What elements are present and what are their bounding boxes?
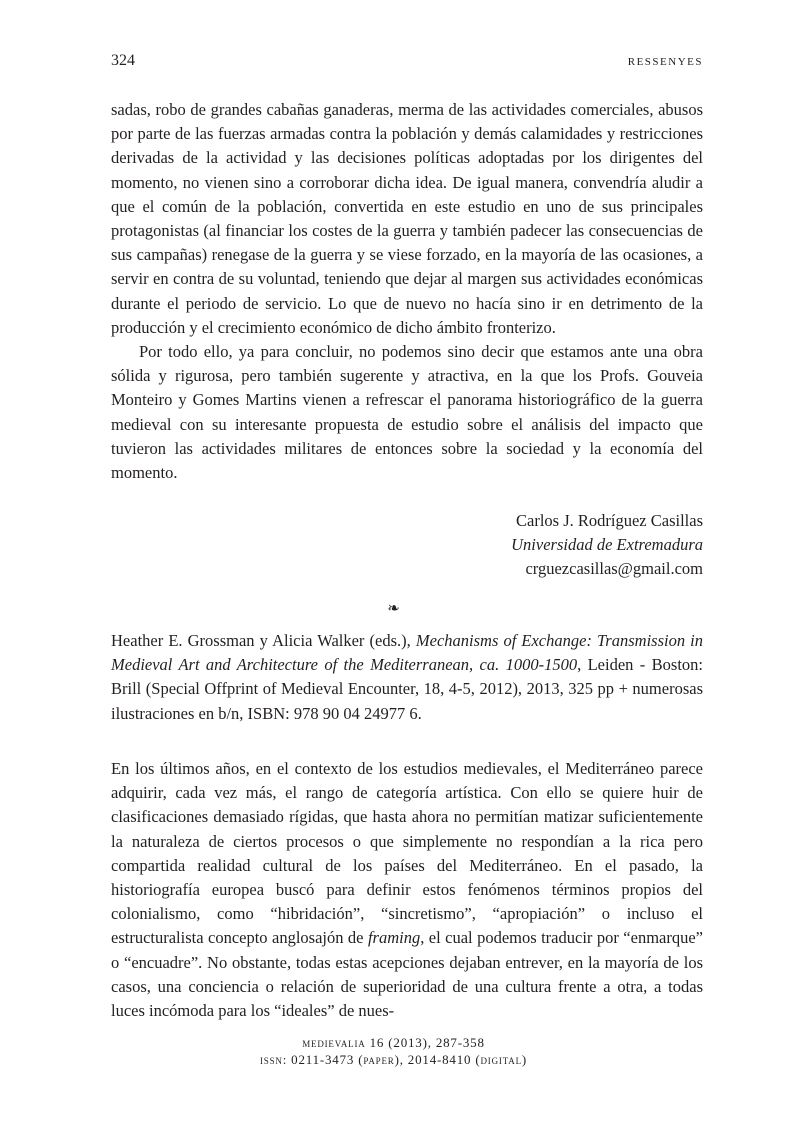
reviewer-name: Carlos J. Rodríguez Casillas: [516, 511, 703, 530]
review-text: , el cual podemos traducir por “enmarque” o “encuadre”. No obstante, todas estas acepciones dejaban entrever, en la mayoría de los casos, una conciencia o relación de superioridad de una cultura frente a otra, a todas luces incómoda para los “ideales” de nues-: [111, 928, 703, 1021]
journal-issn: issn: 0211-3473 (paper), 2014-8410 (digital): [259, 1052, 527, 1067]
reviewer-affiliation: Universidad de Extremadura: [511, 535, 703, 555]
bibliographic-entry: [111, 629, 703, 726]
new-review: [111, 757, 703, 1023]
paragraph: [111, 757, 703, 1023]
reviewer-signature: [511, 509, 703, 582]
book-authors: Heather E. Grossman y Alicia Walker (eds.),: [111, 631, 411, 650]
page-footer: [0, 1034, 787, 1068]
book-details: , Leiden - Boston: Brill (Special Offprint of Medieval Encounter, 18, 4-5, 2012), 2013, 325 pp + numerosas ilustraciones en b/n, ISBN: 978 90 04 24977 6.: [111, 655, 703, 723]
paragraph: Por todo ello, ya para concluir, no podemos sino decir que estamos ante una obra sólida y rigurosa, pero también sugerente y atractiva, en la que los Profs. Gouveia Monteiro y Gomes Martins vienen a refrescar el panorama historiográfico de la guerra medieval con su interesante propuesta de estudio sobre el análisis del impacto que tuvieron las actividades militares de entonces sobre la sociedad y la economía del momento.: [111, 342, 703, 483]
reviewer-email: crguezcasillas@gmail.com: [525, 559, 703, 579]
page-number: 324: [111, 52, 135, 69]
paragraph: sadas, robo de grandes cabañas ganaderas, merma de las actividades comerciales, abusos por parte de las fuerzas armadas contra la población y demás calamidades y restricciones derivadas de la actividad y las decisiones políticas adoptadas por los dirigentes del momento, no vienen sino a corroborar dicha idea. De igual manera, convendría aludir a que el común de la población, convertida en este estudio en uno de sus principales protagonistas (al financiar los costes de la guerra y también padecer las consecuencias de sus campañas) renegase de la guerra y se viese forzado, en la mayoría de las ocasiones, a servir en contra de su voluntad, teniendo que dejar al margen sus actividades económicas durante el periodo de servicio. Lo que de nuevo no hacía sino ir en detrimento de la producción y el crecimiento económico de dicho ámbito fronterizo.: [111, 100, 703, 337]
journal-citation: medievalia 16 (2013), 287-358: [302, 1035, 485, 1050]
italic-term: framing: [367, 928, 421, 948]
section-name: RESSENYES: [627, 56, 703, 68]
running-head: [111, 52, 703, 70]
book-title: Mechanisms of Exchange: Transmission in Medieval Art and Architecture of the Mediterranean, ca. 1000-1500: [111, 631, 704, 675]
fleuron-icon: ❧: [387, 601, 400, 617]
previous-review-ending: [111, 98, 703, 485]
review-text: En los últimos años, en el contexto de los estudios medievales, el Mediterráneo parece adquirir, cada vez más, el rango de categoría artística. Con ello se quiere huir de clasificaciones demasiado rígidas, que hasta ahora no permitían matizar suficientemente la naturaleza de ciertos procesos o que simplemente no respondían a la rica pero compartida realidad cultural de los países del Mediterráneo. En el pasado, la historiografía europea buscó para definir estos fenómenos términos propios del colonialismo, como “hibridación”, “sincretismo”, “apropiación” o incluso el estructuralista concepto anglosajón de: [111, 759, 703, 948]
